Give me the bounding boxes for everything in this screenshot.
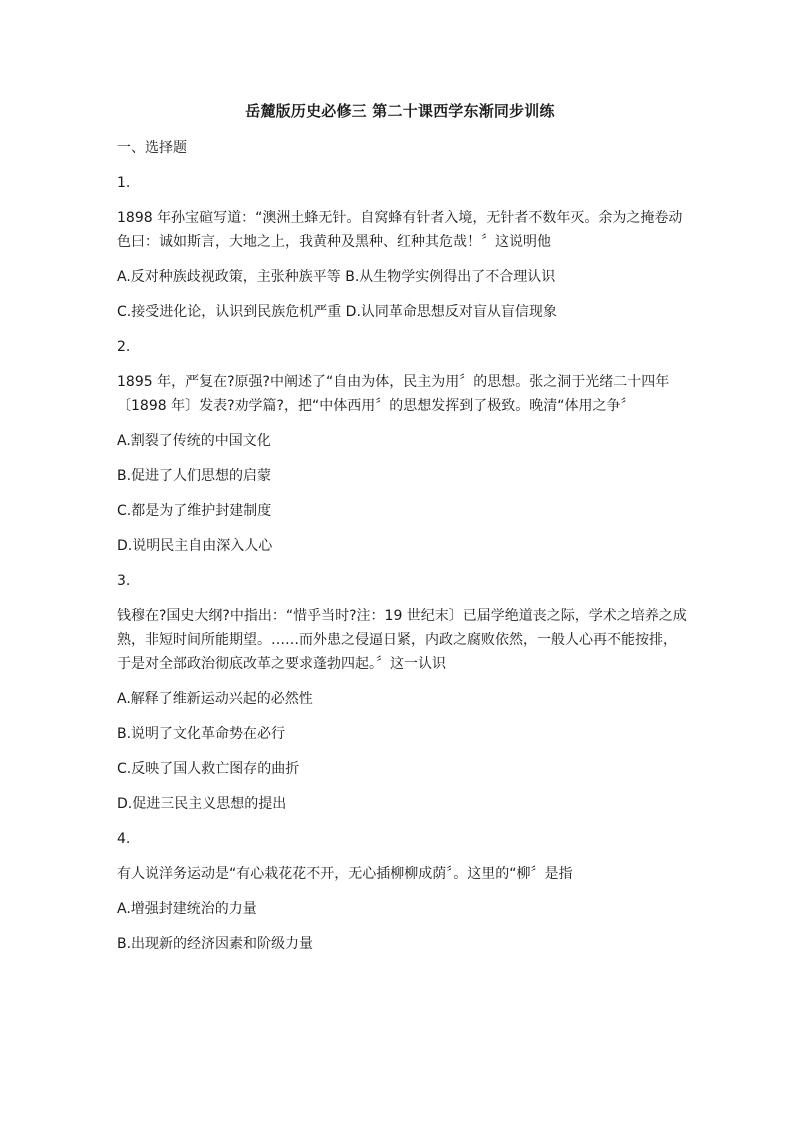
question-number: 2. <box>117 339 131 355</box>
question-option: C.都是为了维护封建制度 <box>117 503 272 519</box>
question-option: B.促进了人们思想的启蒙 <box>117 468 272 484</box>
question-option: A.增强封建统治的力量 <box>117 901 257 917</box>
question-option: A.解释了维新运动兴起的必然性 <box>117 691 313 707</box>
question-option: A.反对种族歧视政策，主张种族平等 B.从生物学实例得出了不合理认识 <box>117 269 556 285</box>
question-stem: 1898 年孙宝碹写道：“澳洲土蜂无针。自窝蜂有针者入境，无针者不数年灭。余为之掩卷动色曰：诚如斯言，大地之上，我黄种及黑种、红种其危哉！〞这说明他 <box>117 210 683 250</box>
question-option: D.说明民主自由深入人心 <box>117 538 273 554</box>
question-stem: 有人说洋务运动是“有心栽花花不开，无心插柳柳成荫〞。这里的“柳〞是指 <box>117 866 573 882</box>
question-number: 3. <box>117 573 131 589</box>
question-option: B.出现新的经济因素和阶级力量 <box>117 936 314 952</box>
question-option: B.说明了文化革命势在必行 <box>117 726 286 742</box>
section-heading: 一、选择题 <box>117 140 187 156</box>
question-option: C.接受进化论，认识到民族危机严重 D.认同革命思想反对盲从盲信现象 <box>117 304 557 320</box>
question-number: 4. <box>117 831 131 847</box>
question-number: 1. <box>117 175 131 191</box>
document-body <box>117 136 687 956</box>
question-option: D.促进三民主义思想的提出 <box>117 796 287 812</box>
question-stem: 1895 年，严复在?原强?中阐述了“自由为体，民主为用〞的思想。张之洞于光绪二十四年〔1898 年〕发表?劝学篇?，把“中体西用〞的思想发挥到了极致。晚清“体用之争〞 <box>117 374 670 414</box>
question-option: C.反映了国人救亡图存的曲折 <box>117 761 300 777</box>
document-title: 岳麓版历史必修三 第二十课西学东渐同步训练 <box>245 102 555 120</box>
question-option: A.割裂了传统的中国文化 <box>117 433 271 449</box>
question-stem: 钱穆在?国史大纲?中指出：“惜乎当时?注：19 世纪末〕已届学绝道丧之际，学术之培养之成熟，非短时间所能期望。……而外患之侵逼日紧，内政之腐败依然，一般人心再不能按排，于是对全部政治彻底改革之要求蓬勃四起。〞这一认识 <box>117 608 687 672</box>
